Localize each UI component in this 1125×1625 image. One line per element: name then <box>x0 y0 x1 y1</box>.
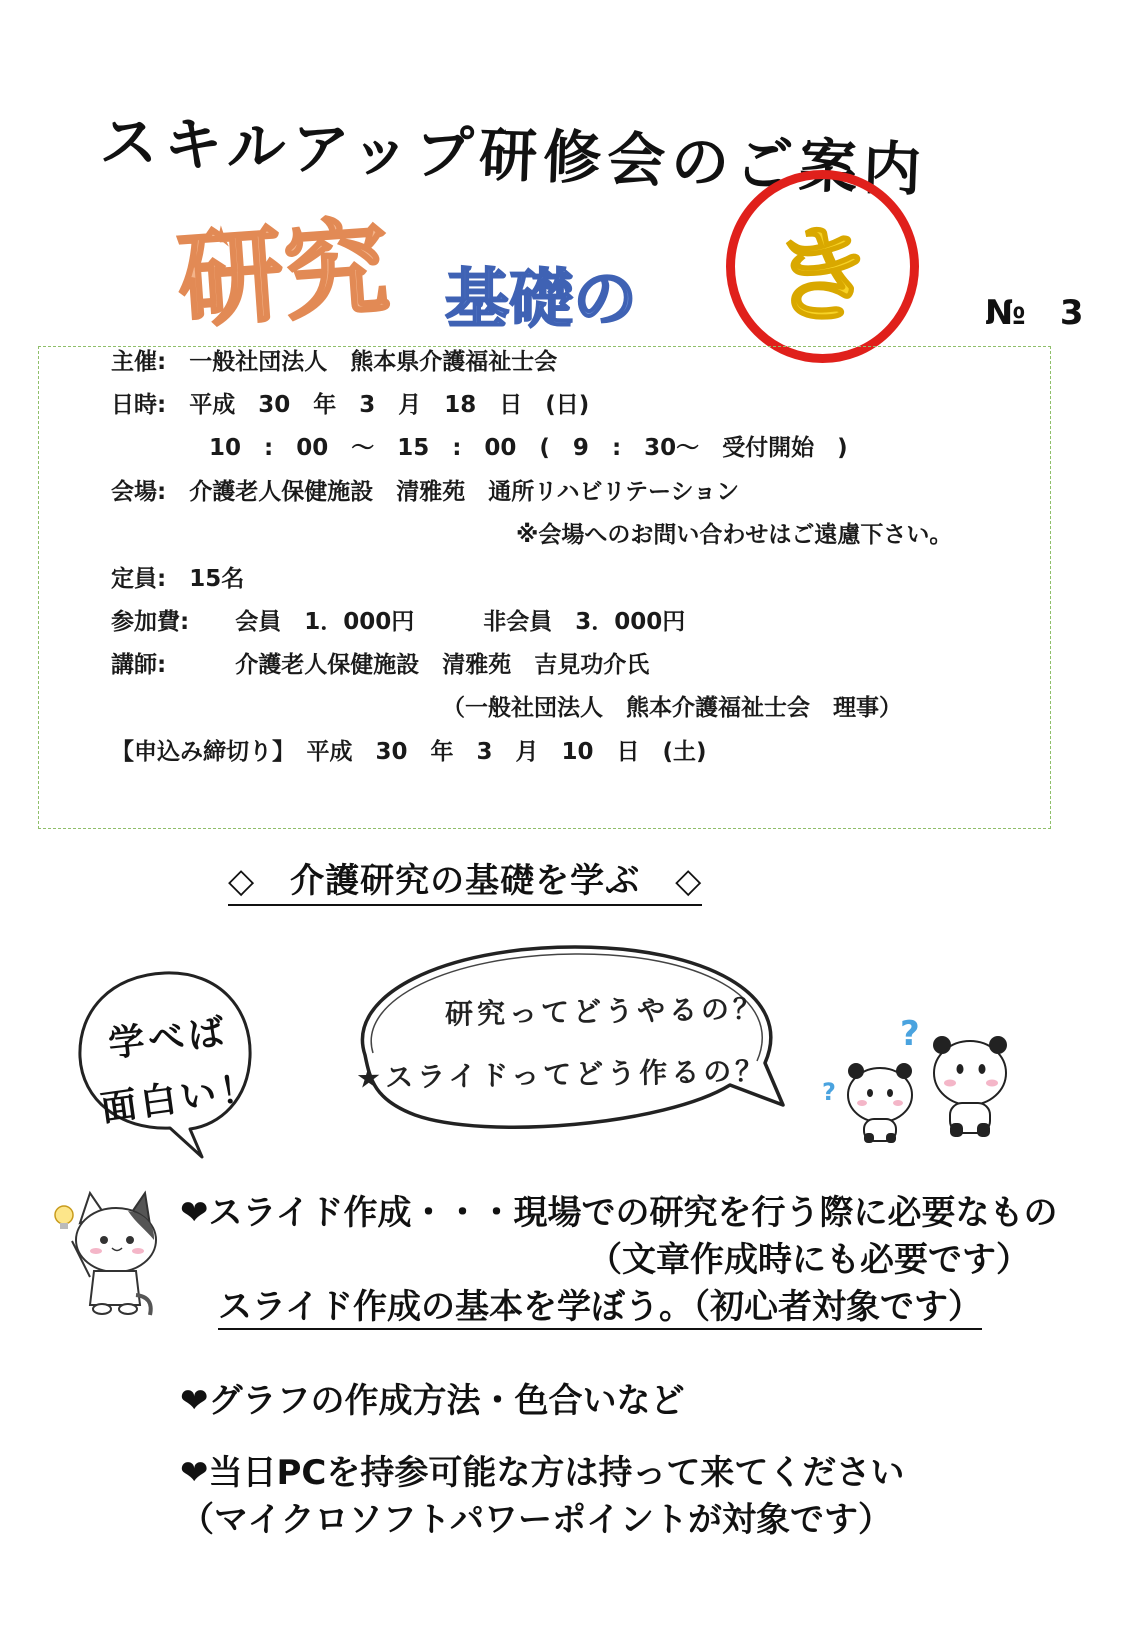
page-title: スキルアップ研修会のご案内 <box>98 107 929 205</box>
point-pc: ❤当日PCを持参可能な方は持って来てください <box>180 1453 905 1493</box>
bubble-big-line1: 研究ってどうやるの？ <box>444 992 766 1031</box>
point-slides: ❤スライド作成・・・現場での研究を行う際に必要なもの <box>180 1193 1058 1233</box>
cat-with-lightbulb-illustration <box>50 1185 165 1325</box>
organizer-line: 主催: 一般社団法人 熊本県介護福祉士会 <box>111 349 558 375</box>
point-graphs: ❤グラフの作成方法・色合いなど <box>180 1381 685 1421</box>
question-mark-icon: ? <box>822 1078 836 1106</box>
deadline-line: 【申込み締切り】 平成 30 年 3 月 10 日 (土) <box>111 739 707 765</box>
venue-line: 会場: 介護老人保健施設 清雅苑 通所リハビリテーション <box>111 479 740 505</box>
question-mark-icon: ? <box>900 1014 920 1054</box>
logo-kenkyu: 研究 <box>174 205 395 343</box>
bubble-left-line2: 面白い！ <box>98 1067 263 1130</box>
fee-line: 参加費: 会員 1．000円 非会員 3．000円 <box>111 609 686 635</box>
date-line: 日時: 平成 30 年 3 月 18 日 (日) <box>111 392 590 418</box>
panda-illustration <box>820 1005 1020 1150</box>
point-slides-note: （文章作成時にも必要です） <box>588 1240 1030 1280</box>
info-box <box>38 346 1051 829</box>
lecturer-affiliation: （一般社団法人 熊本介護福祉士会 理事） <box>442 695 902 721</box>
lecturer-line: 講師: 介護老人保健施設 清雅苑 吉見功介氏 <box>111 652 650 678</box>
bubble-left-line1: 学べば <box>106 1011 231 1066</box>
point-slides-sub: スライド作成の基本を学ぼう。（初心者対象です） <box>218 1279 982 1330</box>
time-line: 10 : 00 ～ 15 : 00 ( 9 : 30～ 受付開始 ) <box>209 435 848 461</box>
section-heading: ◇ 介護研究の基礎を学ぶ ◇ <box>228 853 702 906</box>
bubble-big-line2: ★スライドってどう作るの？ <box>355 1054 768 1095</box>
logo-kiso: 基礎の <box>445 263 637 337</box>
lightbulb-icon <box>55 1206 73 1224</box>
venue-note: ※会場へのお問い合わせはご遠慮下さい。 <box>516 522 953 548</box>
logo-ki: き <box>770 214 875 337</box>
capacity-line: 定員: 15名 <box>111 566 245 592</box>
issue-number: № 3 <box>985 293 1084 333</box>
point-pc-note: （マイクロソフトパワーポイントが対象です） <box>180 1500 892 1540</box>
